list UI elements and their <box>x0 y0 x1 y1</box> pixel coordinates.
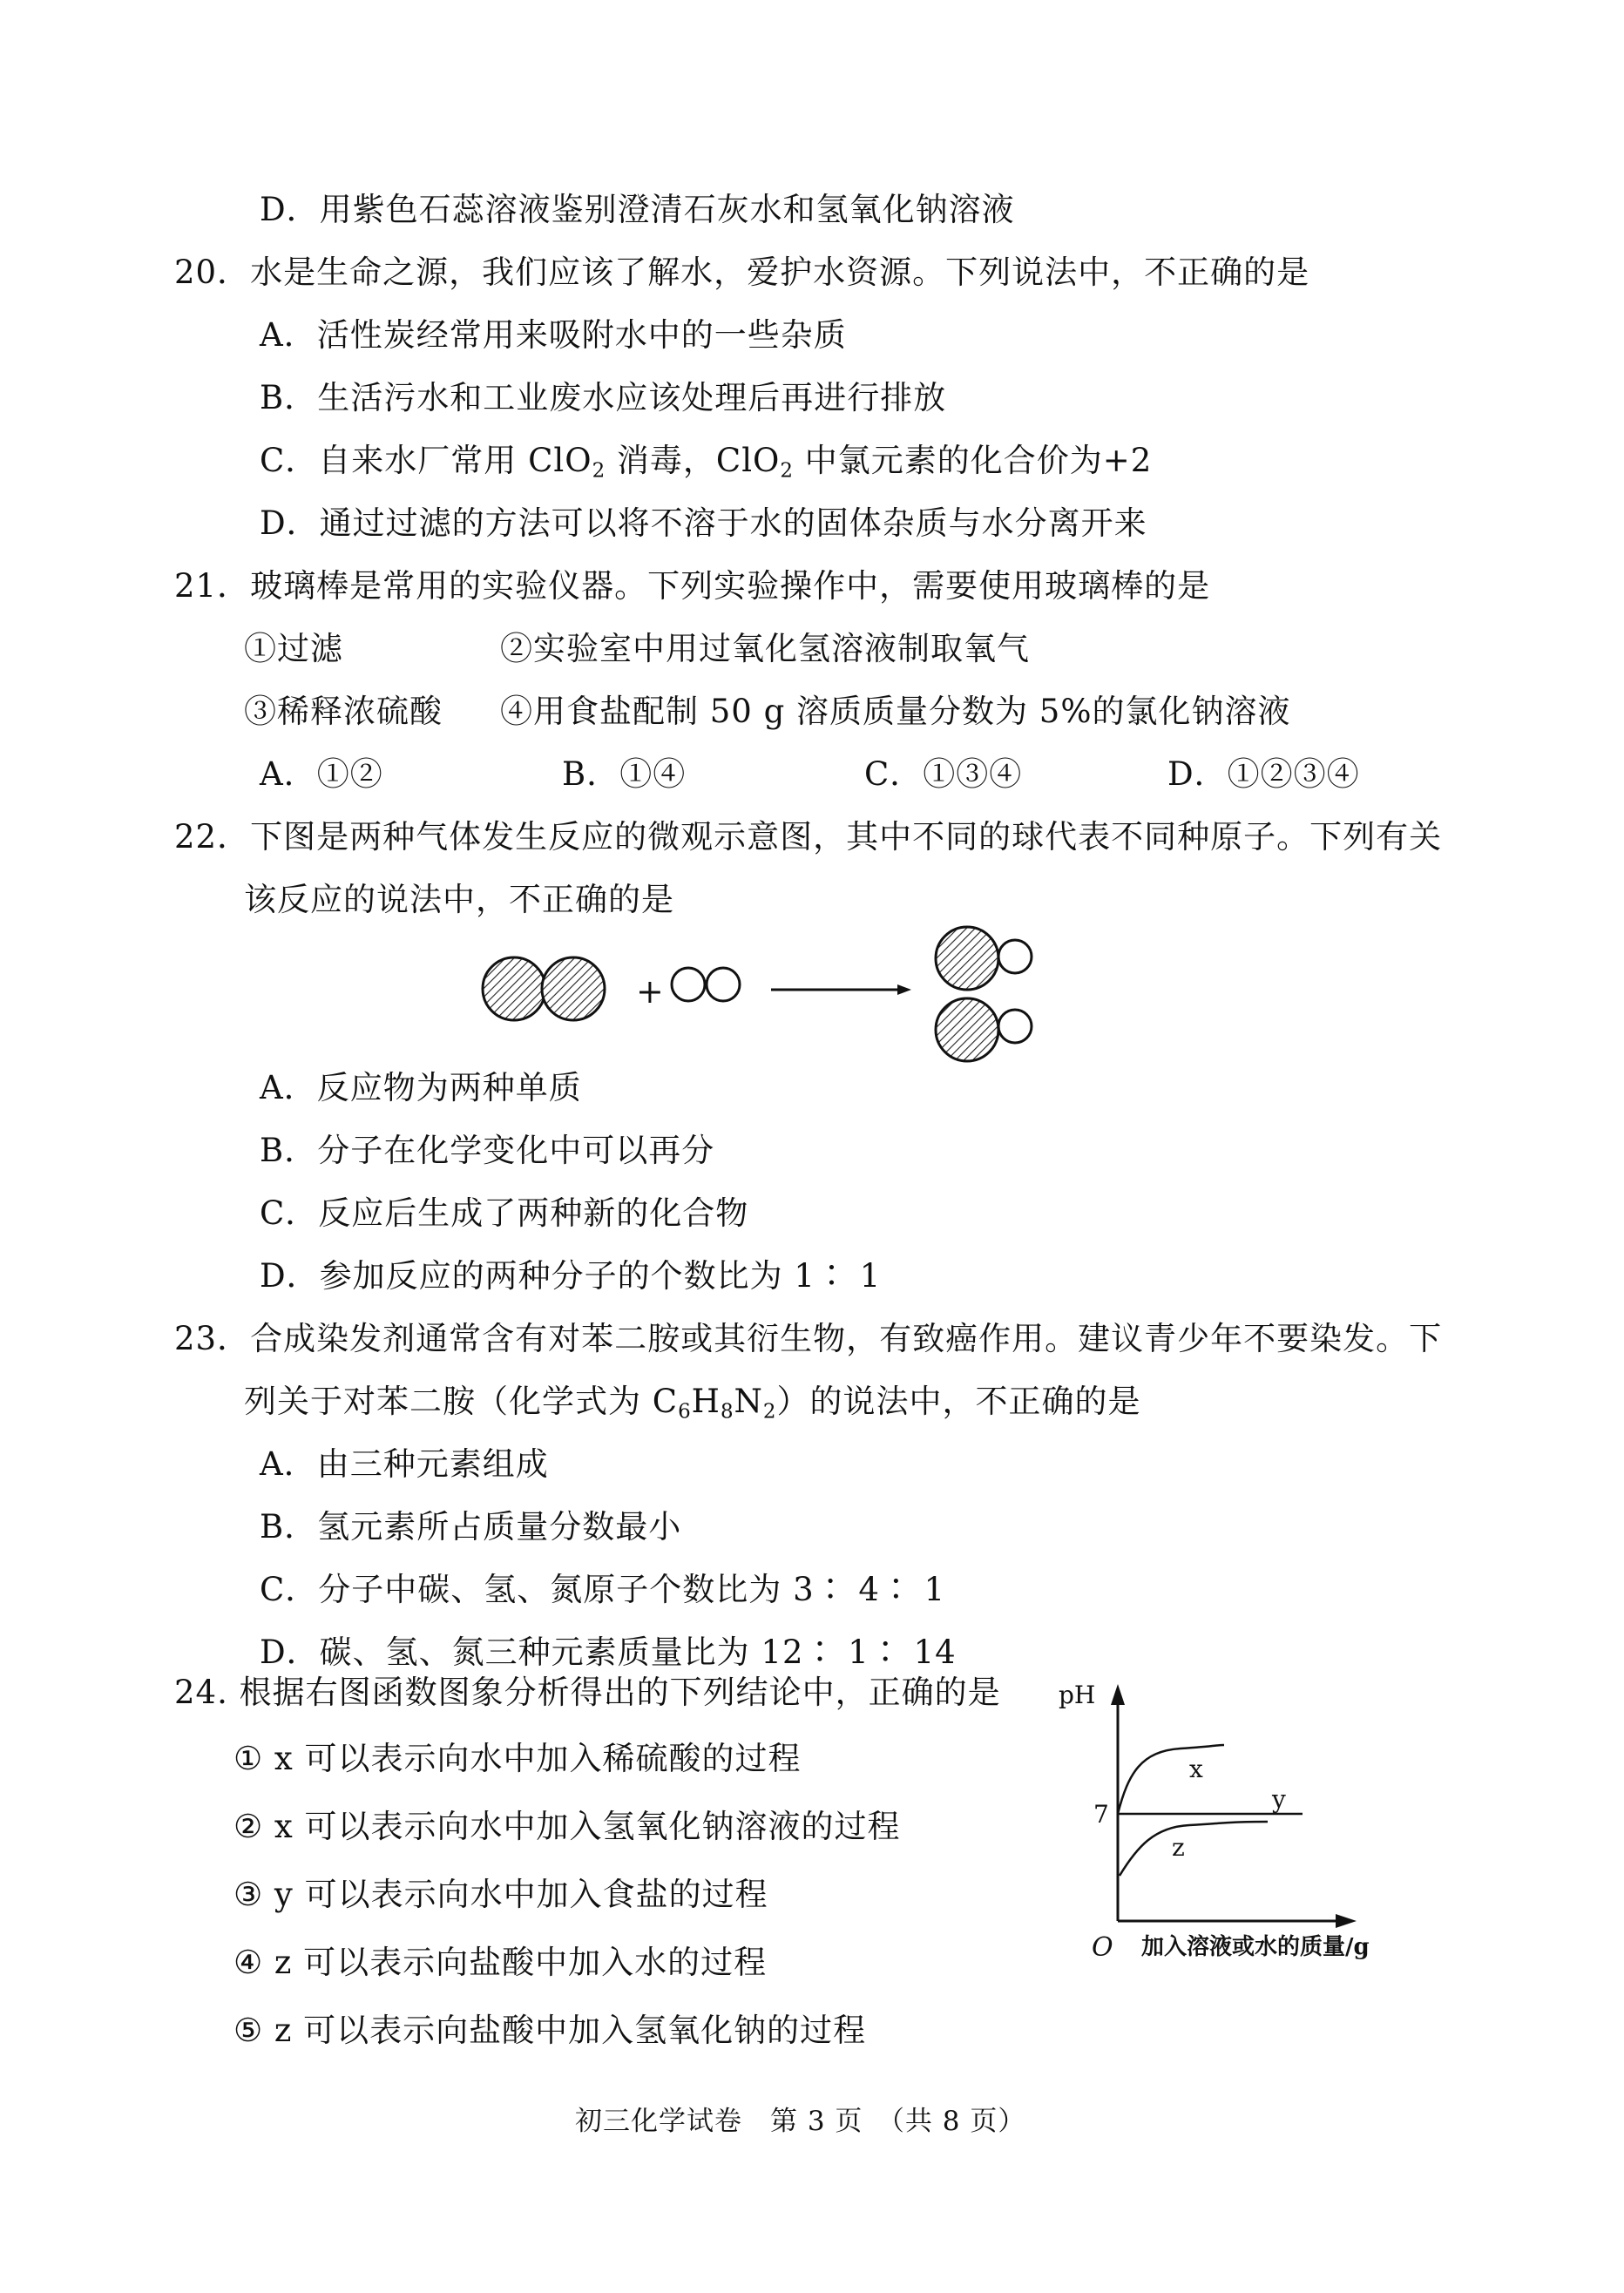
curve-x <box>1118 1745 1224 1814</box>
q21-option-d: D．①②③④ <box>1167 755 1360 793</box>
q24-item-4: ④ z 可以表示向盐酸中加入水的过程 <box>233 1944 768 1981</box>
curve-z-label: z <box>1172 1833 1185 1862</box>
product-molecule-2 <box>936 998 1032 1061</box>
q24-item-2: ② x 可以表示向水中加入氢氧化钠溶液的过程 <box>233 1808 901 1845</box>
q21-item-3: ③稀释浓硫酸 <box>244 693 443 730</box>
product-molecule-1 <box>936 927 1032 990</box>
origin-label: O <box>1092 1932 1113 1956</box>
reactant-molecule-white <box>672 968 740 1001</box>
q21-option-c: C．①③④ <box>864 755 1023 793</box>
q21-item-4: ④用食盐配制 50 g 溶质质量分数为 5%的氯化钠溶液 <box>500 693 1291 730</box>
q19-option-d: D．用紫色石蕊溶液鉴别澄清石灰水和氢氧化钠溶液 <box>260 191 1015 228</box>
q20-option-b: B．生活污水和工业废水应该处理后再进行排放 <box>260 379 947 416</box>
q22-stem-line2: 该反应的说法中，不正确的是 <box>244 881 674 918</box>
q20-stem: 20．水是生命之源，我们应该了解水，爱护水资源。下列说法中，不正确的是 <box>174 254 1310 291</box>
q23-option-c: C．分子中碳、氢、氮原子个数比为 3∶ 4∶ 1 <box>260 1571 946 1608</box>
curve-y-label: y <box>1272 1785 1286 1814</box>
q22-reaction-diagram <box>470 915 1063 1072</box>
reaction-arrow <box>771 984 911 995</box>
q21-option-b: B．①④ <box>562 755 687 793</box>
q20-option-c: C．自来水厂常用 ClO$_2$ 消毒，ClO$_2$ 中氯元素的化合价为+2 <box>260 442 1153 483</box>
tick-7-label: 7 <box>1093 1800 1109 1829</box>
q20-option-d: D．通过过滤的方法可以将不溶于水的固体杂质与水分离开来 <box>260 504 1147 542</box>
q24-ph-graph <box>1059 1668 1424 1956</box>
q20-option-a: A．活性炭经常用来吸附水中的一些杂质 <box>260 316 847 354</box>
q22-option-a: A．反应物为两种单质 <box>260 1069 582 1106</box>
q23-stem-line2: 列关于对苯二胺（化学式为 $C_6H_8N_2$）的说法中，不正确的是 <box>244 1383 1141 1424</box>
q22-option-c: C．反应后生成了两种新的化合物 <box>260 1194 749 1232</box>
curve-x-label: x <box>1189 1755 1203 1783</box>
ylabel: pH <box>1059 1681 1096 1709</box>
q21-item-1: ①过滤 <box>244 630 343 667</box>
page-footer: 初三化学试卷 第 3 页 （共 8 页） <box>575 2106 1026 2137</box>
curve-z <box>1120 1822 1268 1876</box>
q24-item-3: ③ y 可以表示向水中加入食盐的过程 <box>233 1876 768 1913</box>
q23-option-d: D．碳、氢、氮三种元素质量比为 12∶ 1∶ 14 <box>260 1634 957 1671</box>
q21-option-a: A．①② <box>260 755 383 793</box>
q24-graph-xlabel: 加入溶液或水的质量/g <box>1141 1934 1370 1960</box>
q24-item-1: ① x 可以表示向水中加入稀硫酸的过程 <box>233 1740 802 1777</box>
reactant-molecule-hatched <box>483 957 605 1020</box>
q22-option-b: B．分子在化学变化中可以再分 <box>260 1132 715 1169</box>
plus-sign: + <box>636 972 664 1011</box>
q24-item-5: ⑤ z 可以表示向盐酸中加入氢氧化钠的过程 <box>233 2012 867 2049</box>
y-axis-arrow <box>1111 1684 1125 1705</box>
q23-option-b: B．氢元素所占质量分数最小 <box>260 1508 682 1546</box>
q21-stem: 21．玻璃棒是常用的实验仪器。下列实验操作中，需要使用玻璃棒的是 <box>174 567 1211 605</box>
q22-stem-line1: 22．下图是两种气体发生反应的微观示意图，其中不同的球代表不同种原子。下列有关 <box>174 818 1443 856</box>
q23-option-a: A．由三种元素组成 <box>260 1445 549 1483</box>
q23-stem-line1: 23．合成染发剂通常含有对苯二胺或其衍生物，有致癌作用。建议青少年不要染发。下 <box>174 1320 1443 1357</box>
q24-stem: 24. 根据右图函数图象分析得出的下列结论中，正确的是 <box>174 1674 1001 1711</box>
q21-item-2: ②实验室中用过氧化氢溶液制取氧气 <box>500 630 1030 667</box>
q22-option-d: D．参加反应的两种分子的个数比为 1∶ 1 <box>260 1257 882 1295</box>
x-axis-arrow <box>1336 1914 1357 1928</box>
